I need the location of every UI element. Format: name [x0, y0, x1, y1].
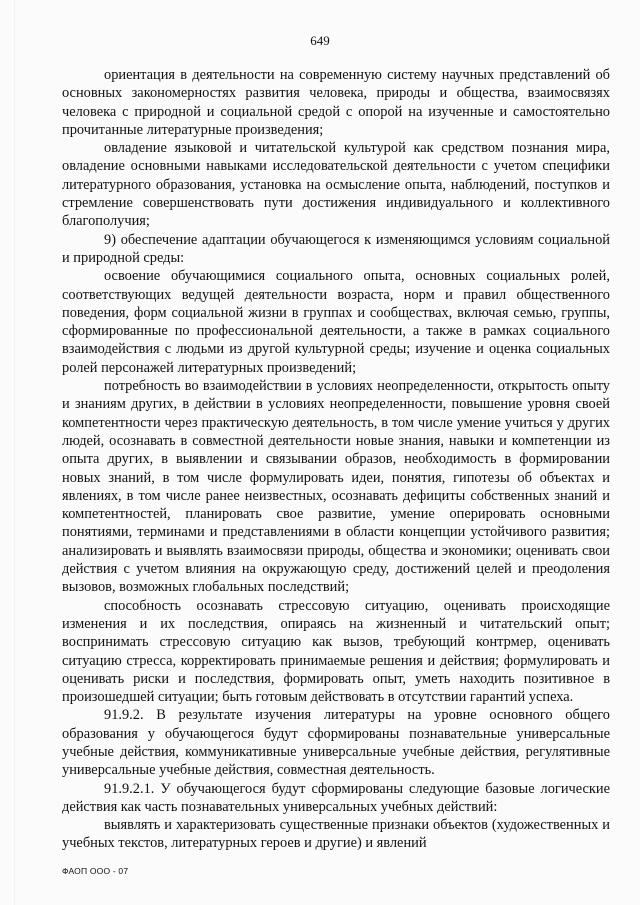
- paragraph-section-91-9-2: 91.9.2. В результате изучения литературы на уровне основного общего образования у обучающегося будут сформированы познавательные универсальные учебные действия, коммуникативные универсальные учебные действия, регулятивные универсальные учебные действия, совместная деятельность.: [62, 707, 610, 779]
- paragraph-item-9: 9) обеспечение адаптации обучающегося к изменяющимся условиям социальной и природной среды:: [62, 231, 610, 266]
- page-footer: ФАОП ООО - 07: [62, 866, 129, 876]
- paragraph-interaction-need: потребность во взаимодействии в условиях неопределенности, открытость опыту и знаниям других, в действии в условиях неопределенности, повышение уровня своей компетентности через практическую деятельность, в том числе умение учиться у других людей, осознавать в совместной деятельности новые знания, навыки и компетенции из опыта других, в выявлении и связывании образов, необходимость в формировании новых знаний, в том числе формулировать идеи, понятия, гипотезы об объектах и явлениях, в том числе ранее неизвестных, осознавать дефициты собственных знаний и компетентностей, планировать свое развитие, умение оперировать основными понятиями, терминами и представлениями в области концепции устойчивого развития; анализировать и выявлять взаимосвязи природы, общества и экономики; оценивать свои действия с учетом влияния на окружающую среду, достижений целей и преодоления вызовов, возможных глобальных последствий;: [62, 378, 610, 596]
- paragraph-stress-ability: способность осознавать стрессовую ситуацию, оценивать происходящие изменения и их последствия, опираясь на жизненный и читательский опыт; воспринимать стрессовую ситуацию как вызов, требующий контрмер, оценивать ситуацию стресса, корректировать принимаемые решения и действия; формулировать и оценивать риски и последствия, формировать опыт, уметь находить позитивное в произошедшей ситуации; быть готовым действовать в отсутствии гарантий успеха.: [62, 597, 610, 706]
- paragraph-orientation: ориентация в деятельности на современную систему научных представлений об основных закономерностях развития человека, природы и общества, взаимосвязях человека с природной и социальной средой с опорой на изученные и самостоятельно прочитанные литературные произведения;: [62, 67, 610, 138]
- scan-edge-shadow: [14, 0, 16, 905]
- body-text: [62, 66, 610, 853]
- paragraph-section-91-9-2-1: 91.9.2.1. У обучающегося будут сформированы следующие базовые логические действия как часть познавательных универсальных учебных действий:: [62, 780, 610, 815]
- paragraph-identify-characterize: выявлять и характеризовать существенные признаки объектов (художественных и учебных текстов, литературных героев и другие) и явлений: [62, 817, 610, 852]
- paragraph-social-experience: освоение обучающимися социального опыта, основных социальных ролей, соответствующих ведущей деятельности возраста, норм и правил общественного поведения, форм социальной жизни в группах и сообществах, включая семью, группы, сформированные по профессиональной деятельности, а также в рамках социального взаимодействия с людьми из другой культурной среды; изучение и оценка социальных ролей персонажей литературных произведений;: [62, 268, 610, 376]
- paragraph-language-culture: овладение языковой и читательской культурой как средством познания мира, овладение основными навыками исследовательской деятельности с учетом специфики литературного образования, установка на осмысление опыта, наблюдений, поступков и стремление совершенствовать пути достижения индивидуального и коллективного благополучия;: [62, 140, 610, 230]
- page-number: 649: [310, 33, 330, 48]
